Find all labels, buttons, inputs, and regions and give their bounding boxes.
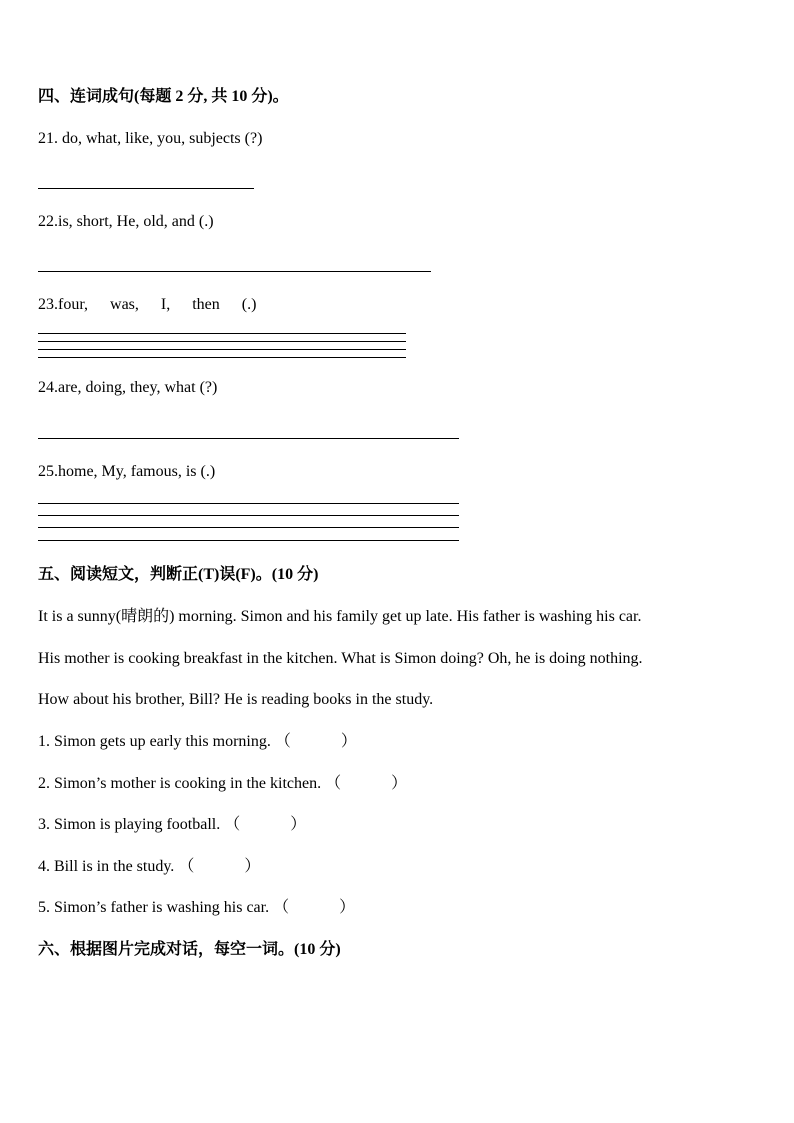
passage-line-3: How about his brother, Bill? He is reading books in the study. xyxy=(38,691,434,708)
section6-title: 六、根据图片完成对话，每空一词。(10 分) xyxy=(38,941,341,958)
answer-line-25a xyxy=(38,503,459,504)
tf-item-1 xyxy=(38,732,357,752)
tf-item-3 xyxy=(38,815,306,835)
answer-open-paren: （ xyxy=(325,775,342,792)
passage-line-1: It is a sunny(晴朗的) morning. Simon and his family get up late. His father is washing his car. xyxy=(38,608,642,625)
tf-item-text: 1. Simon gets up early this morning. xyxy=(38,733,271,750)
section4-title: 四、连词成句(每题 2 分, 共 10 分)。 xyxy=(38,88,289,105)
tf-item-text: 3. Simon is playing football. xyxy=(38,816,221,833)
answer-line-21 xyxy=(38,188,254,189)
answer-line-23a xyxy=(38,333,406,334)
answer-line-24 xyxy=(38,438,459,439)
passage-line-2: His mother is cooking breakfast in the kitchen. What is Simon doing? Oh, he is doing nothing. xyxy=(38,650,643,667)
answer-open-paren: （ xyxy=(178,858,195,875)
answer-line-25d xyxy=(38,540,459,541)
answer-close-paren: ） xyxy=(391,775,408,792)
answer-line-23d xyxy=(38,357,406,358)
question-23 xyxy=(38,295,256,315)
q23-word: 23.four, xyxy=(38,296,89,313)
answer-close-paren: ） xyxy=(290,816,307,833)
q23-word: was, xyxy=(110,296,139,313)
section5-title: 五、阅读短文，判断正(T)误(F)。(10 分) xyxy=(38,566,319,583)
answer-close-paren: ） xyxy=(340,733,357,750)
question-25: 25.home, My, famous, is (.) xyxy=(38,463,216,480)
answer-line-25c xyxy=(38,527,459,528)
question-24: 24.are, doing, they, what (?) xyxy=(38,379,218,396)
tf-item-text: 2. Simon’s mother is cooking in the kitchen. xyxy=(38,775,322,792)
answer-line-23b xyxy=(38,341,406,342)
q23-word: I, xyxy=(160,296,171,313)
tf-item-text: 5. Simon’s father is washing his car. xyxy=(38,899,270,916)
question-22: 22.is, short, He, old, and (.) xyxy=(38,213,214,230)
q23-word: (.) xyxy=(241,296,257,313)
answer-close-paren: ） xyxy=(339,899,356,916)
q23-word: then xyxy=(192,296,220,313)
answer-line-23c xyxy=(38,349,406,350)
tf-item-5 xyxy=(38,898,355,918)
tf-item-2 xyxy=(38,774,407,794)
question-21: 21. do, what, like, you, subjects (?) xyxy=(38,130,263,147)
tf-item-4 xyxy=(38,857,260,877)
answer-line-22 xyxy=(38,271,431,272)
answer-open-paren: （ xyxy=(273,899,290,916)
tf-item-text: 4. Bill is in the study. xyxy=(38,858,175,875)
answer-open-paren: （ xyxy=(274,733,291,750)
answer-open-paren: （ xyxy=(224,816,241,833)
answer-close-paren: ） xyxy=(244,858,261,875)
answer-line-25b xyxy=(38,515,459,516)
